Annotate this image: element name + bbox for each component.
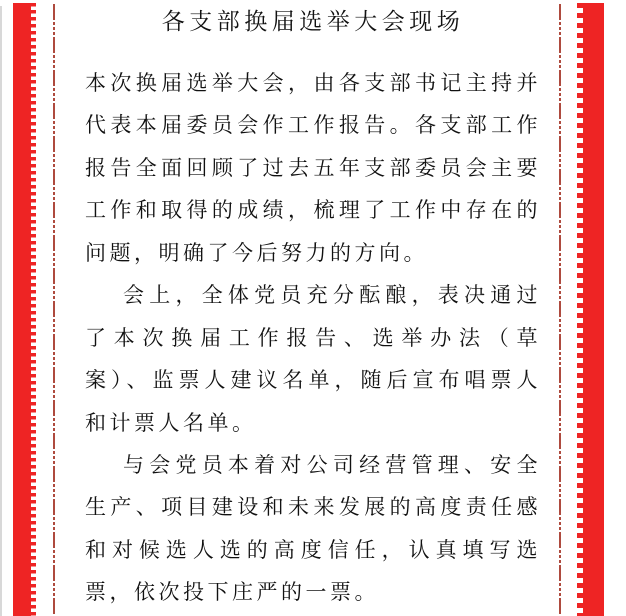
text-line: 和计票人名单。	[85, 411, 257, 435]
left-ribbon-perforation	[31, 3, 36, 616]
page-title: 各支部换届选举大会现场	[161, 8, 465, 34]
text-line: 报告全面回顾了过去五年支部委员会主要	[85, 156, 541, 180]
text-line: 了本次换届工作报告、选举办法（草	[85, 326, 541, 350]
text-line: 会上，全体党员充分酝酿，表决通过	[123, 284, 541, 308]
text-line: 与会党员本着对公司经营管理、安全	[123, 453, 541, 477]
left-ribbon-bar	[13, 3, 31, 616]
text-line: 票，依次投下庄严的一票。	[85, 581, 379, 605]
text-line: 和对候选人选的高度信任，认真填写选	[85, 538, 541, 562]
paragraph-2	[85, 275, 541, 445]
paragraph-3	[85, 445, 541, 615]
text-line: 生产、项目建设和未来发展的高度责任感	[85, 496, 541, 520]
text-line: 案）、监票人建议名单，随后宣布唱票人	[85, 369, 541, 393]
text-line: 代表本届委员会作工作报告。各支部工作	[85, 114, 541, 138]
paragraph-1	[85, 63, 541, 275]
text-line: 问题，明确了今后努力的方向。	[85, 241, 428, 265]
left-dashed-rule	[53, 4, 55, 616]
document-body	[85, 0, 541, 615]
right-dashed-rule	[559, 4, 561, 616]
text-line: 工作和取得的成绩，梳理了工作中存在的	[85, 199, 541, 223]
right-ribbon-bar	[583, 3, 604, 616]
window-edge-line	[0, 6, 2, 616]
text-line: 本次换届选举大会，由各支部书记主持并	[85, 72, 541, 95]
